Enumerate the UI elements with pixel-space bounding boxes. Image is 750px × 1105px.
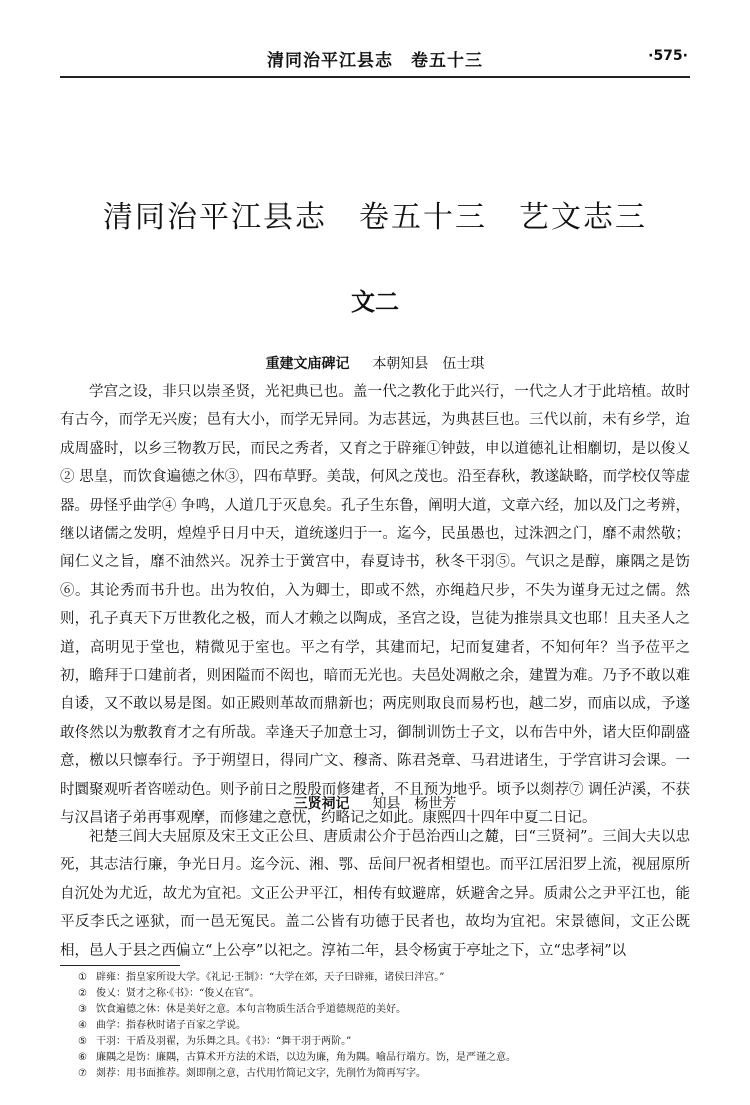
page-title: 清同治平江县志 卷五十三 艺文志三 xyxy=(103,200,647,235)
article-body-1: 学宫之设，非只以崇圣贤，光祀典已也。盖一代之教化于此兴行，一代之人才于此培植。故时有古今，而学无兴废；邑有大小，而学无异同。为志甚远，为典甚巨也。三代以前，未有乡学，迨成周盛时，以乡三物教万民，而民之秀者，又育之于辟雍①钟鼓，申以道德礼让相劘切，是以俊乂② 思皇，而饮食遍德之休③，四布草野。美哉，何风之茂也。沿至春秋，教遂缺略，而学校仅等虚器。毋怪乎曲学④ 争鸣，人道几于灭息矣。孔子生东鲁，阐明大道，文章六经，加以及门之考辨，继以诸儒之发明，煌煌乎日月中天，道统遂归于一。迄今，民虽愚也，过洙泗之门，靡不肃然敬；闻仁义之旨，靡不油然兴。况养士于黉宫中，春夏诗书，秋冬干羽⑤。气识之是醇，廉隅之是饬⑥。其论秀而书升也。出为牧伯，入为卿士，即或不然，亦绳趋尺步，不失为谨身无过之儒。然则，孔子真天下万世教化之极，而人才赖之以陶成，圣宫之设，岂徒为推崇具文也耶！且夫圣人之道，高明见于堂也，精微见于室也。平之有学，其建而圮，圮而复建者，不知何年？当予莅平之初，瞻拜于口建前者，则困隘而不闳也，暗而无光也。夫邑处凋敝之余，建置为难。乃予不敢以难自诿，又不敢以易是图。如正殿则革故而鼎新也；两庑则取良而易朽也，越二岁，而庙以成，予遂敢佟然以为敷教育才之有所哉。幸逢天子加意士习，御制训饬士子文，以布告中外，诸大臣仰副盛意，檄以只懔奉行。予于朔望日，得同广文、穆斋、陈君尧章、马君进诸生，于学宫讲习会课。一时圜聚观听者咨嗟动色。则予前日之殷殷而修建者，不且预为地乎。顷予以剡荐⑦ 调任泸溪，不获与汉昌诸子弟再事观摩，而修建之意忧，约略记之如此。康熙四十四年中夏二日记。 xyxy=(60,384,690,827)
article-title-2: 三贤祠记 xyxy=(293,796,350,812)
footnote-divider xyxy=(60,965,180,966)
article-heading-2 xyxy=(0,793,750,813)
footnote-5: ⑤ 干羽：干盾及羽翟，为乐舞之具。《书》：“舞干羽于两阶。” xyxy=(78,1036,352,1047)
footnote-2: ② 俊乂：贤才之称·《书》：“俊乂在官”。 xyxy=(78,988,260,999)
footnote-4: ④ 曲学：指春秋时诸子百家之学说。 xyxy=(78,1020,246,1031)
running-title: 清同治平江县志 卷五十三 xyxy=(267,51,483,71)
article-author-2: 知县 杨世芳 xyxy=(372,796,457,812)
footnote-6: ⑥ 廉隅之是饬：廉隅，古算术开方法的术语，以边为廉，角为隅。喻品行端方。饬，是严谨之意。 xyxy=(78,1052,516,1063)
article-body-2: 祀楚三闾大夫屈原及宋王文正公旦、唐质肃公介于邑治西山之麓，曰“三贤祠”。三闾大夫以忠死，其志洁行廉，争光日月。迄今沅、湘、鄂、岳间尸祝者相望也。而平江居汨罗上流，视屈原所自沉处为尤近，故尤为宜祀。文正公尹平江，相传有蚊避席，妖避舍之异。质肃公之尹平江也，能平反李氏之诬狱，而一邑无冤民。盖二公皆有功德于民者也，故均为宜祀。宋景德间，文正公既相，邑人于县之西偏立“上公亭”以祀之。淳祐二年，县令杨寅于亭址之下，立“忠孝祠”以 xyxy=(60,829,690,959)
footnote-1: ① 辟雍：指皇家所设大学。《礼记·王制》：“大学在郊，天子曰辟雍，诸侯曰泮宫。” xyxy=(78,972,445,983)
section-title: 文二 xyxy=(351,287,399,316)
footnote-3: ③ 饮食遍德之休：休是美好之意。本句言物质生活合乎道德规范的美好。 xyxy=(78,1004,406,1015)
article-title-1: 重建文庙碑记 xyxy=(265,356,350,372)
footnotes xyxy=(78,970,690,1082)
page-number: ·575· xyxy=(648,48,688,64)
footnote-7: ⑦ 剡荐：用书面推荐。剡即削之意，古代用竹简记文字，先削竹为简再写字。 xyxy=(78,1068,426,1079)
running-header xyxy=(60,42,690,78)
article-author-1: 本朝知县 伍士琪 xyxy=(372,356,485,372)
article-heading-1 xyxy=(0,353,750,373)
